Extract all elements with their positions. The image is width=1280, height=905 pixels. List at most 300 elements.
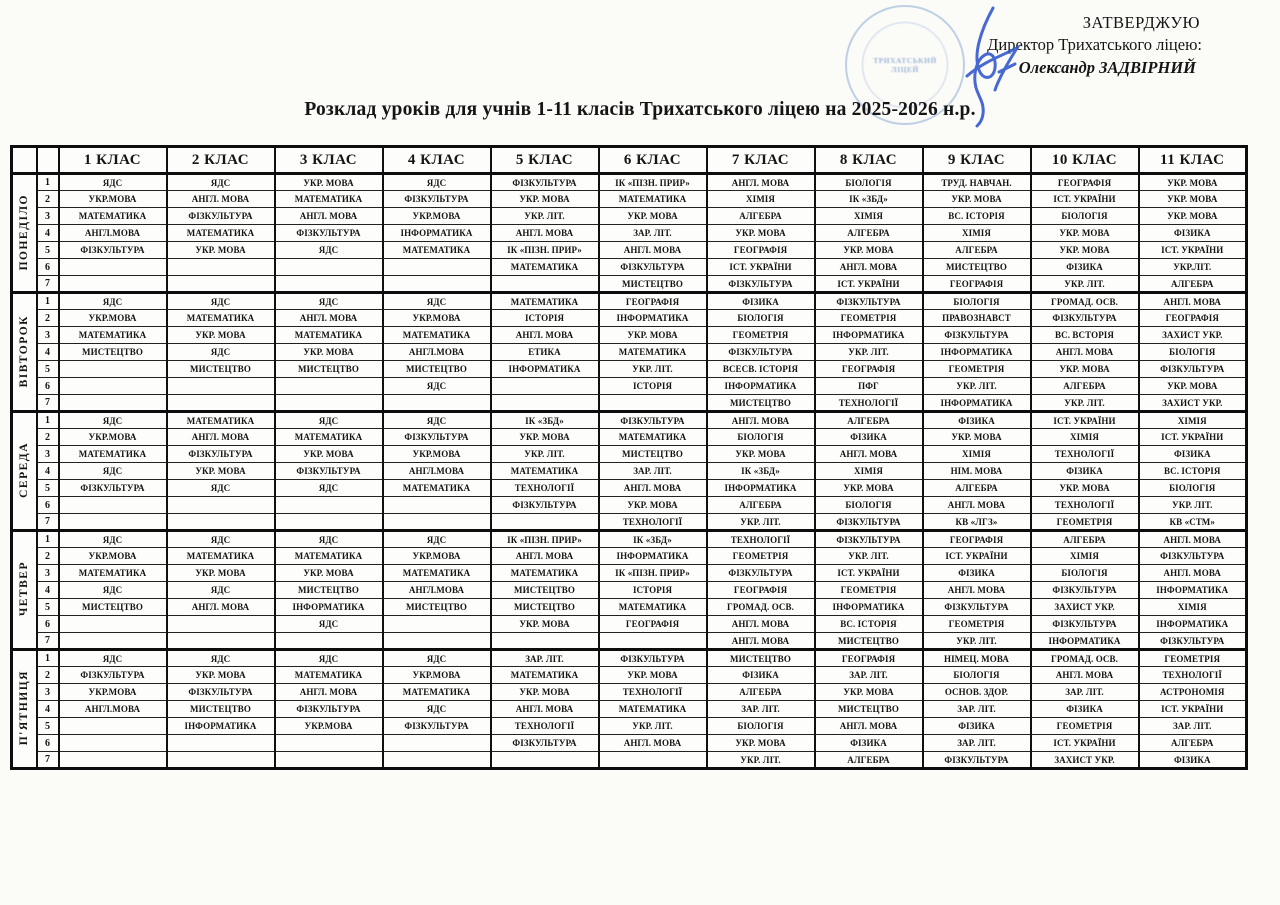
lesson-cell: ГЕОМЕТРІЯ [1031,718,1139,735]
lesson-cell: УКР. МОВА [1139,378,1247,395]
class-header: 4 КЛАС [383,147,491,174]
empty-lesson-cell [491,752,599,769]
lesson-cell: ЯДС [383,293,491,310]
lesson-cell: ХІМІЯ [1139,412,1247,429]
lesson-cell: УКР. МОВА [599,327,707,344]
lesson-number: 4 [37,582,59,599]
day-column-header [12,147,37,174]
lesson-cell: БІОЛОГІЯ [707,310,815,327]
lesson-cell: УКР. ЛІТ. [815,344,923,361]
lesson-cell: ФІЗКУЛЬТУРА [1031,582,1139,599]
empty-lesson-cell [275,735,383,752]
lesson-cell: ЯДС [167,582,275,599]
empty-lesson-cell [599,395,707,412]
lesson-number-column-header [37,147,59,174]
lesson-cell: ЯДС [167,344,275,361]
lesson-cell: ФІЗИКА [1139,752,1247,769]
lesson-cell: ЯДС [59,463,167,480]
empty-lesson-cell [383,497,491,514]
lesson-cell: АСТРОНОМІЯ [1139,684,1247,701]
lesson-cell: ВС. ІСТОРІЯ [923,208,1031,225]
lesson-cell: УКР.МОВА [59,548,167,565]
empty-lesson-cell [167,497,275,514]
lesson-number: 7 [37,633,59,650]
lesson-cell: ХІМІЯ [707,191,815,208]
lesson-cell: ЯДС [167,650,275,667]
lesson-cell: ГЕОГРАФІЯ [599,293,707,310]
lesson-cell: ЯДС [275,616,383,633]
lesson-cell: УКР. МОВА [167,242,275,259]
lesson-cell: ЯДС [383,174,491,191]
lesson-cell: ХІМІЯ [1139,599,1247,616]
lesson-cell: УКР.МОВА [59,310,167,327]
lesson-cell: ІСТОРІЯ [491,310,599,327]
lesson-cell: УКР. МОВА [491,616,599,633]
lesson-cell: ФІЗИКА [707,293,815,310]
lesson-cell: МИСТЕЦТВО [383,599,491,616]
lesson-cell: ХІМІЯ [815,463,923,480]
lesson-cell: ХІМІЯ [923,446,1031,463]
class-header: 11 КЛАС [1139,147,1247,174]
lesson-cell: МАТЕМАТИКА [275,327,383,344]
lesson-cell: ІСТ. УКРАЇНИ [923,548,1031,565]
lesson-cell: ФІЗКУЛЬТУРА [167,208,275,225]
lesson-cell: МАТЕМАТИКА [383,480,491,497]
lesson-cell: ЗАХИСТ УКР. [1031,599,1139,616]
lesson-number: 1 [37,174,59,191]
lesson-cell: ФІЗКУЛЬТУРА [275,701,383,718]
lesson-cell: АЛГЕБРА [815,225,923,242]
timetable [10,145,1248,770]
lesson-cell: ХІМІЯ [1031,429,1139,446]
empty-lesson-cell [491,514,599,531]
lesson-cell: ТЕХНОЛОГІЇ [599,684,707,701]
lesson-cell: УКР.МОВА [275,718,383,735]
empty-lesson-cell [167,616,275,633]
lesson-cell: ІСТ. УКРАЇНИ [815,276,923,293]
lesson-cell: ФІЗИКА [1031,701,1139,718]
day-label: ЧЕТВЕР [17,561,30,617]
lesson-cell: ФІЗКУЛЬТУРА [707,276,815,293]
empty-lesson-cell [167,752,275,769]
lesson-cell: ФІЗКУЛЬТУРА [815,531,923,548]
lesson-cell: ЯДС [59,582,167,599]
lesson-cell: ГЕОГРАФІЯ [1031,174,1139,191]
lesson-cell: УКР. ЛІТ. [491,446,599,463]
lesson-cell: ТЕХНОЛОГІЇ [707,531,815,548]
lesson-number: 3 [37,327,59,344]
lesson-cell: АЛГЕБРА [707,208,815,225]
lesson-cell: ФІЗКУЛЬТУРА [923,327,1031,344]
day-label-cell [12,531,37,650]
lesson-number: 5 [37,361,59,378]
lesson-number: 2 [37,429,59,446]
lesson-cell: УКР. МОВА [1139,174,1247,191]
lesson-cell: АНГЛ. МОВА [491,327,599,344]
lesson-cell: ГЕОМЕТРІЯ [815,582,923,599]
day-label: ПОНЕДІЛО [17,193,30,271]
lesson-cell: УКР. ЛІТ. [923,633,1031,650]
lesson-cell: ІСТ. УКРАЇНИ [707,259,815,276]
lesson-cell: ФІЗКУЛЬТУРА [1139,633,1247,650]
lesson-cell: АЛГЕБРА [815,412,923,429]
lesson-cell: ЗАР. ЛІТ. [1139,718,1247,735]
lesson-cell: ЗАХИСТ УКР. [1031,752,1139,769]
lesson-cell: ЗАР. ЛІТ. [815,667,923,684]
lesson-cell: ЯДС [167,480,275,497]
lesson-cell: МИСТЕЦТВО [707,650,815,667]
lesson-number: 7 [37,395,59,412]
lesson-cell: АНГЛ. МОВА [707,174,815,191]
lesson-cell: УКР. МОВА [707,225,815,242]
lesson-cell: МАТЕМАТИКА [275,429,383,446]
lesson-cell: БІОЛОГІЯ [815,497,923,514]
day-label: ВІВТОРОК [17,314,30,388]
lesson-cell: ФІЗКУЛЬТУРА [707,344,815,361]
lesson-cell: УКР. МОВА [167,565,275,582]
lesson-cell: ЗАР. ЛІТ. [599,463,707,480]
lesson-cell: ГЕОГРАФІЯ [923,276,1031,293]
lesson-cell: ФІЗКУЛЬТУРА [599,650,707,667]
lesson-cell: ЯДС [383,650,491,667]
lesson-cell: УКР. МОВА [491,429,599,446]
lesson-cell: МАТЕМАТИКА [383,242,491,259]
lesson-cell: ПФГ [815,378,923,395]
empty-lesson-cell [599,752,707,769]
lesson-cell: БІОЛОГІЯ [1139,344,1247,361]
empty-lesson-cell [59,378,167,395]
lesson-cell: ЕТИКА [491,344,599,361]
lesson-cell: ФІЗКУЛЬТУРА [923,599,1031,616]
lesson-cell: УКР.МОВА [59,429,167,446]
lesson-cell: ФІЗИКА [815,735,923,752]
lesson-cell: ГЕОМЕТРІЯ [815,310,923,327]
empty-lesson-cell [167,735,275,752]
lesson-cell: ФІЗКУЛЬТУРА [491,497,599,514]
empty-lesson-cell [275,633,383,650]
lesson-number: 5 [37,242,59,259]
lesson-cell: АНГЛ. МОВА [599,735,707,752]
lesson-cell: ІНФОРМАТИКА [1031,633,1139,650]
lesson-cell: ФІЗКУЛЬТУРА [275,463,383,480]
lesson-cell: ЯДС [59,293,167,310]
day-label-cell [12,293,37,412]
empty-lesson-cell [59,718,167,735]
empty-lesson-cell [275,497,383,514]
page-title: Розклад уроків для учнів 1-11 класів Трихатського ліцею на 2025-2026 н.р. [304,99,976,120]
lesson-cell: ЯДС [167,174,275,191]
lesson-cell: АНГЛ. МОВА [923,497,1031,514]
timetable-header [12,147,1247,174]
lesson-cell: УКР.МОВА [383,208,491,225]
lesson-cell: ІНФОРМАТИКА [167,718,275,735]
lesson-cell: ФІЗКУЛЬТУРА [599,412,707,429]
class-header: 2 КЛАС [167,147,275,174]
lesson-cell: УКР. ЛІТ. [1139,497,1247,514]
lesson-cell: ІК «ПІЗН. ПРИР» [491,242,599,259]
lesson-cell: УКР.МОВА [59,684,167,701]
lesson-cell: УКР.МОВА [59,191,167,208]
lesson-cell: ЗАР. ЛІТ. [923,735,1031,752]
lesson-cell: ФІЗИКА [815,429,923,446]
lesson-cell: МАТЕМАТИКА [491,259,599,276]
lesson-cell: ЯДС [275,293,383,310]
lesson-cell: МИСТЕЦТВО [599,276,707,293]
lesson-cell: ІК «ПІЗН. ПРИР» [491,531,599,548]
day-label-cell [12,412,37,531]
lesson-cell: УКР.МОВА [383,310,491,327]
lesson-cell: УКР. МОВА [1031,242,1139,259]
approval-director-line: Директор Трихатського ліцею: [987,35,1202,55]
lesson-cell: ВС. ІСТОРІЯ [815,616,923,633]
empty-lesson-cell [275,259,383,276]
lesson-cell: ГРОМАД. ОСВ. [707,599,815,616]
lesson-cell: ТЕХНОЛОГІЇ [1139,667,1247,684]
lesson-cell: МАТЕМАТИКА [383,684,491,701]
lesson-cell: МИСТЕЦТВО [59,599,167,616]
lesson-cell: УКР.МОВА [383,667,491,684]
lesson-cell: ФІЗИКА [1031,259,1139,276]
lesson-cell: ЗАР. ЛІТ. [1031,684,1139,701]
lesson-cell: ЯДС [167,531,275,548]
lesson-cell: АНГЛ. МОВА [491,225,599,242]
lesson-cell: АЛГЕБРА [923,242,1031,259]
lesson-cell: ІНФОРМАТИКА [707,378,815,395]
lesson-cell: МАТЕМАТИКА [167,225,275,242]
lesson-cell: УКР. МОВА [923,429,1031,446]
lesson-cell: БІОЛОГІЯ [1139,480,1247,497]
lesson-cell: АЛГЕБРА [707,497,815,514]
class-header: 7 КЛАС [707,147,815,174]
lesson-cell: МИСТЕЦТВО [167,361,275,378]
lesson-cell: ФІЗКУЛЬТУРА [167,446,275,463]
lesson-cell: МАТЕМАТИКА [599,701,707,718]
lesson-cell: УКР.МОВА [383,548,491,565]
lesson-cell: УКР. ЛІТ. [1031,395,1139,412]
lesson-cell: БІОЛОГІЯ [923,667,1031,684]
lesson-cell: ФІЗКУЛЬТУРА [707,565,815,582]
lesson-number: 2 [37,191,59,208]
lesson-cell: МИСТЕЦТВО [815,633,923,650]
lesson-cell: ІСТ. УКРАЇНИ [1031,735,1139,752]
lesson-cell: ФІЗИКА [1139,225,1247,242]
lesson-cell: ГЕОМЕТРІЯ [923,616,1031,633]
lesson-cell: ФІЗКУЛЬТУРА [491,735,599,752]
lesson-cell: ЯДС [275,531,383,548]
lesson-cell: ФІЗИКА [1139,446,1247,463]
lesson-cell: УКР. МОВА [707,446,815,463]
lesson-cell: МАТЕМАТИКА [167,412,275,429]
lesson-cell: ФІЗКУЛЬТУРА [383,191,491,208]
lesson-cell: МАТЕМАТИКА [59,208,167,225]
lesson-number: 4 [37,344,59,361]
lesson-cell: ВСЕСВ. ІСТОРІЯ [707,361,815,378]
lesson-cell: МИСТЕЦТВО [167,701,275,718]
lesson-cell: АНГЛ.МОВА [383,463,491,480]
lesson-cell: ФІЗКУЛЬТУРА [923,752,1031,769]
day-label: СЕРЕДА [17,442,30,498]
lesson-cell: УКР. МОВА [599,667,707,684]
lesson-cell: ІСТ. УКРАЇНИ [1139,242,1247,259]
lesson-number: 6 [37,378,59,395]
lesson-cell: ГЕОМЕТРІЯ [923,361,1031,378]
empty-lesson-cell [383,735,491,752]
lesson-cell: МАТЕМАТИКА [599,429,707,446]
empty-lesson-cell [167,514,275,531]
lesson-cell: ФІЗИКА [923,565,1031,582]
lesson-cell: АНГЛ. МОВА [1139,565,1247,582]
lesson-cell: ІНФОРМАТИКА [707,480,815,497]
lesson-cell: ГРОМАД. ОСВ. [1031,650,1139,667]
lesson-cell: ГЕОГРАФІЯ [1139,310,1247,327]
empty-lesson-cell [59,259,167,276]
lesson-cell: АНГЛ. МОВА [275,684,383,701]
lesson-cell: ЯДС [383,701,491,718]
empty-lesson-cell [383,395,491,412]
lesson-cell: АНГЛ.МОВА [383,582,491,599]
lesson-cell: УКР. МОВА [1139,191,1247,208]
lesson-cell: ГЕОМЕТРІЯ [1139,650,1247,667]
lesson-number: 4 [37,225,59,242]
lesson-cell: ІНФОРМАТИКА [923,344,1031,361]
empty-lesson-cell [383,259,491,276]
lesson-cell: КВ «ЛГЗ» [923,514,1031,531]
lesson-cell: АЛГЕБРА [815,752,923,769]
lesson-cell: МАТЕМАТИКА [383,565,491,582]
stamp-text-line2: ЛІЦЕЙ [891,65,919,74]
lesson-cell: ФІЗКУЛЬТУРА [1139,361,1247,378]
lesson-cell: ІК «ЗБД» [599,531,707,548]
class-header: 9 КЛАС [923,147,1031,174]
lesson-cell: УКР. ЛІТ. [1031,276,1139,293]
lesson-cell: БІОЛОГІЯ [923,293,1031,310]
empty-lesson-cell [59,616,167,633]
director-signature [933,2,1043,128]
lesson-cell: ІНФОРМАТИКА [383,225,491,242]
empty-lesson-cell [599,633,707,650]
lesson-cell: ІСТОРІЯ [599,378,707,395]
lesson-cell: УКР. ЛІТ. [599,361,707,378]
empty-lesson-cell [167,395,275,412]
lesson-cell: МИСТЕЦТВО [59,344,167,361]
lesson-cell: МИСТЕЦТВО [923,259,1031,276]
class-header: 6 КЛАС [599,147,707,174]
lesson-cell: ГЕОГРАФІЯ [599,616,707,633]
lesson-cell: ФІЗКУЛЬТУРА [383,718,491,735]
lesson-cell: АЛГЕБРА [1139,735,1247,752]
lesson-cell: ІСТ. УКРАЇНИ [1139,429,1247,446]
lesson-cell: ОСНОВ. ЗДОР. [923,684,1031,701]
lesson-cell: МАТЕМАТИКА [383,327,491,344]
lesson-cell: ФІЗКУЛЬТУРА [1139,548,1247,565]
empty-lesson-cell [59,395,167,412]
lesson-cell: ВС. ВСТОРІЯ [1031,327,1139,344]
lesson-cell: УКР. МОВА [167,327,275,344]
lesson-cell: ІК «ПІЗН. ПРИР» [599,565,707,582]
lesson-cell: ІНФОРМАТИКА [599,310,707,327]
lesson-cell: АНГЛ. МОВА [1139,531,1247,548]
empty-lesson-cell [167,259,275,276]
lesson-cell: ФІЗКУЛЬТУРА [599,259,707,276]
lesson-cell: УКР. МОВА [707,735,815,752]
day-label-cell [12,174,37,293]
lesson-cell: МИСТЕЦТВО [815,701,923,718]
lesson-cell: ЯДС [383,378,491,395]
lesson-cell: АНГЛ. МОВА [1031,344,1139,361]
lesson-number: 3 [37,565,59,582]
day-label-cell [12,650,37,769]
lesson-cell: УКР. ЛІТ. [815,548,923,565]
lesson-number: 3 [37,684,59,701]
lesson-cell: АЛГЕБРА [707,684,815,701]
lesson-cell: ІСТ. УКРАЇНИ [815,565,923,582]
empty-lesson-cell [491,633,599,650]
day-label: П'ЯТНИЦЯ [17,670,30,746]
lesson-number: 1 [37,412,59,429]
lesson-number: 7 [37,752,59,769]
lesson-cell: ЯДС [59,531,167,548]
lesson-number: 3 [37,208,59,225]
empty-lesson-cell [275,395,383,412]
lesson-cell: МАТЕМАТИКА [491,667,599,684]
empty-lesson-cell [491,276,599,293]
empty-lesson-cell [59,276,167,293]
lesson-cell: АНГЛ. МОВА [815,718,923,735]
lesson-cell: УКР. МОВА [275,446,383,463]
empty-lesson-cell [383,752,491,769]
lesson-cell: ФІЗИКА [1031,463,1139,480]
lesson-cell: ЯДС [59,174,167,191]
lesson-cell: ІК «ЗБД» [707,463,815,480]
lesson-cell: ЯДС [275,650,383,667]
lesson-cell: УКР. МОВА [167,463,275,480]
lesson-number: 6 [37,497,59,514]
lesson-cell: ГЕОГРАФІЯ [815,361,923,378]
lesson-cell: ЗАР. ЛІТ. [707,701,815,718]
lesson-cell: ЗАР. ЛІТ. [491,650,599,667]
lesson-cell: ФІЗКУЛЬТУРА [815,514,923,531]
lesson-cell: ІСТОРІЯ [599,582,707,599]
lesson-cell: УКР. МОВА [815,684,923,701]
lesson-number: 5 [37,599,59,616]
lesson-cell: ГЕОМЕТРІЯ [1031,514,1139,531]
lesson-cell: ХІМІЯ [815,208,923,225]
lesson-cell: УКР. МОВА [1139,208,1247,225]
lesson-cell: МАТЕМАТИКА [491,565,599,582]
empty-lesson-cell [59,497,167,514]
empty-lesson-cell [275,514,383,531]
lesson-cell: АНГЛ. МОВА [275,310,383,327]
lesson-cell: ТЕХНОЛОГІЇ [1031,497,1139,514]
class-header: 1 КЛАС [59,147,167,174]
lesson-cell: ЯДС [383,412,491,429]
lesson-cell: ХІМІЯ [1031,548,1139,565]
lesson-cell: БІОЛОГІЯ [707,429,815,446]
empty-lesson-cell [59,752,167,769]
lesson-cell: МИСТЕЦТВО [599,446,707,463]
lesson-cell: ФІЗКУЛЬТУРА [1031,310,1139,327]
lesson-cell: БІОЛОГІЯ [1031,208,1139,225]
lesson-cell: ІНФОРМАТИКА [1139,616,1247,633]
stamp-text-line1: ТРИХАТСЬКИЙ [873,56,937,65]
lesson-cell: АНГЛ. МОВА [923,582,1031,599]
lesson-cell: ЗАР. ЛІТ. [599,225,707,242]
lesson-cell: УКР.МОВА [383,446,491,463]
lesson-cell: ГЕОМЕТРІЯ [707,548,815,565]
lesson-cell: ІСТ. УКРАЇНИ [1139,701,1247,718]
lesson-cell: НІМ. МОВА [923,463,1031,480]
lesson-cell: УКР. МОВА [1031,361,1139,378]
